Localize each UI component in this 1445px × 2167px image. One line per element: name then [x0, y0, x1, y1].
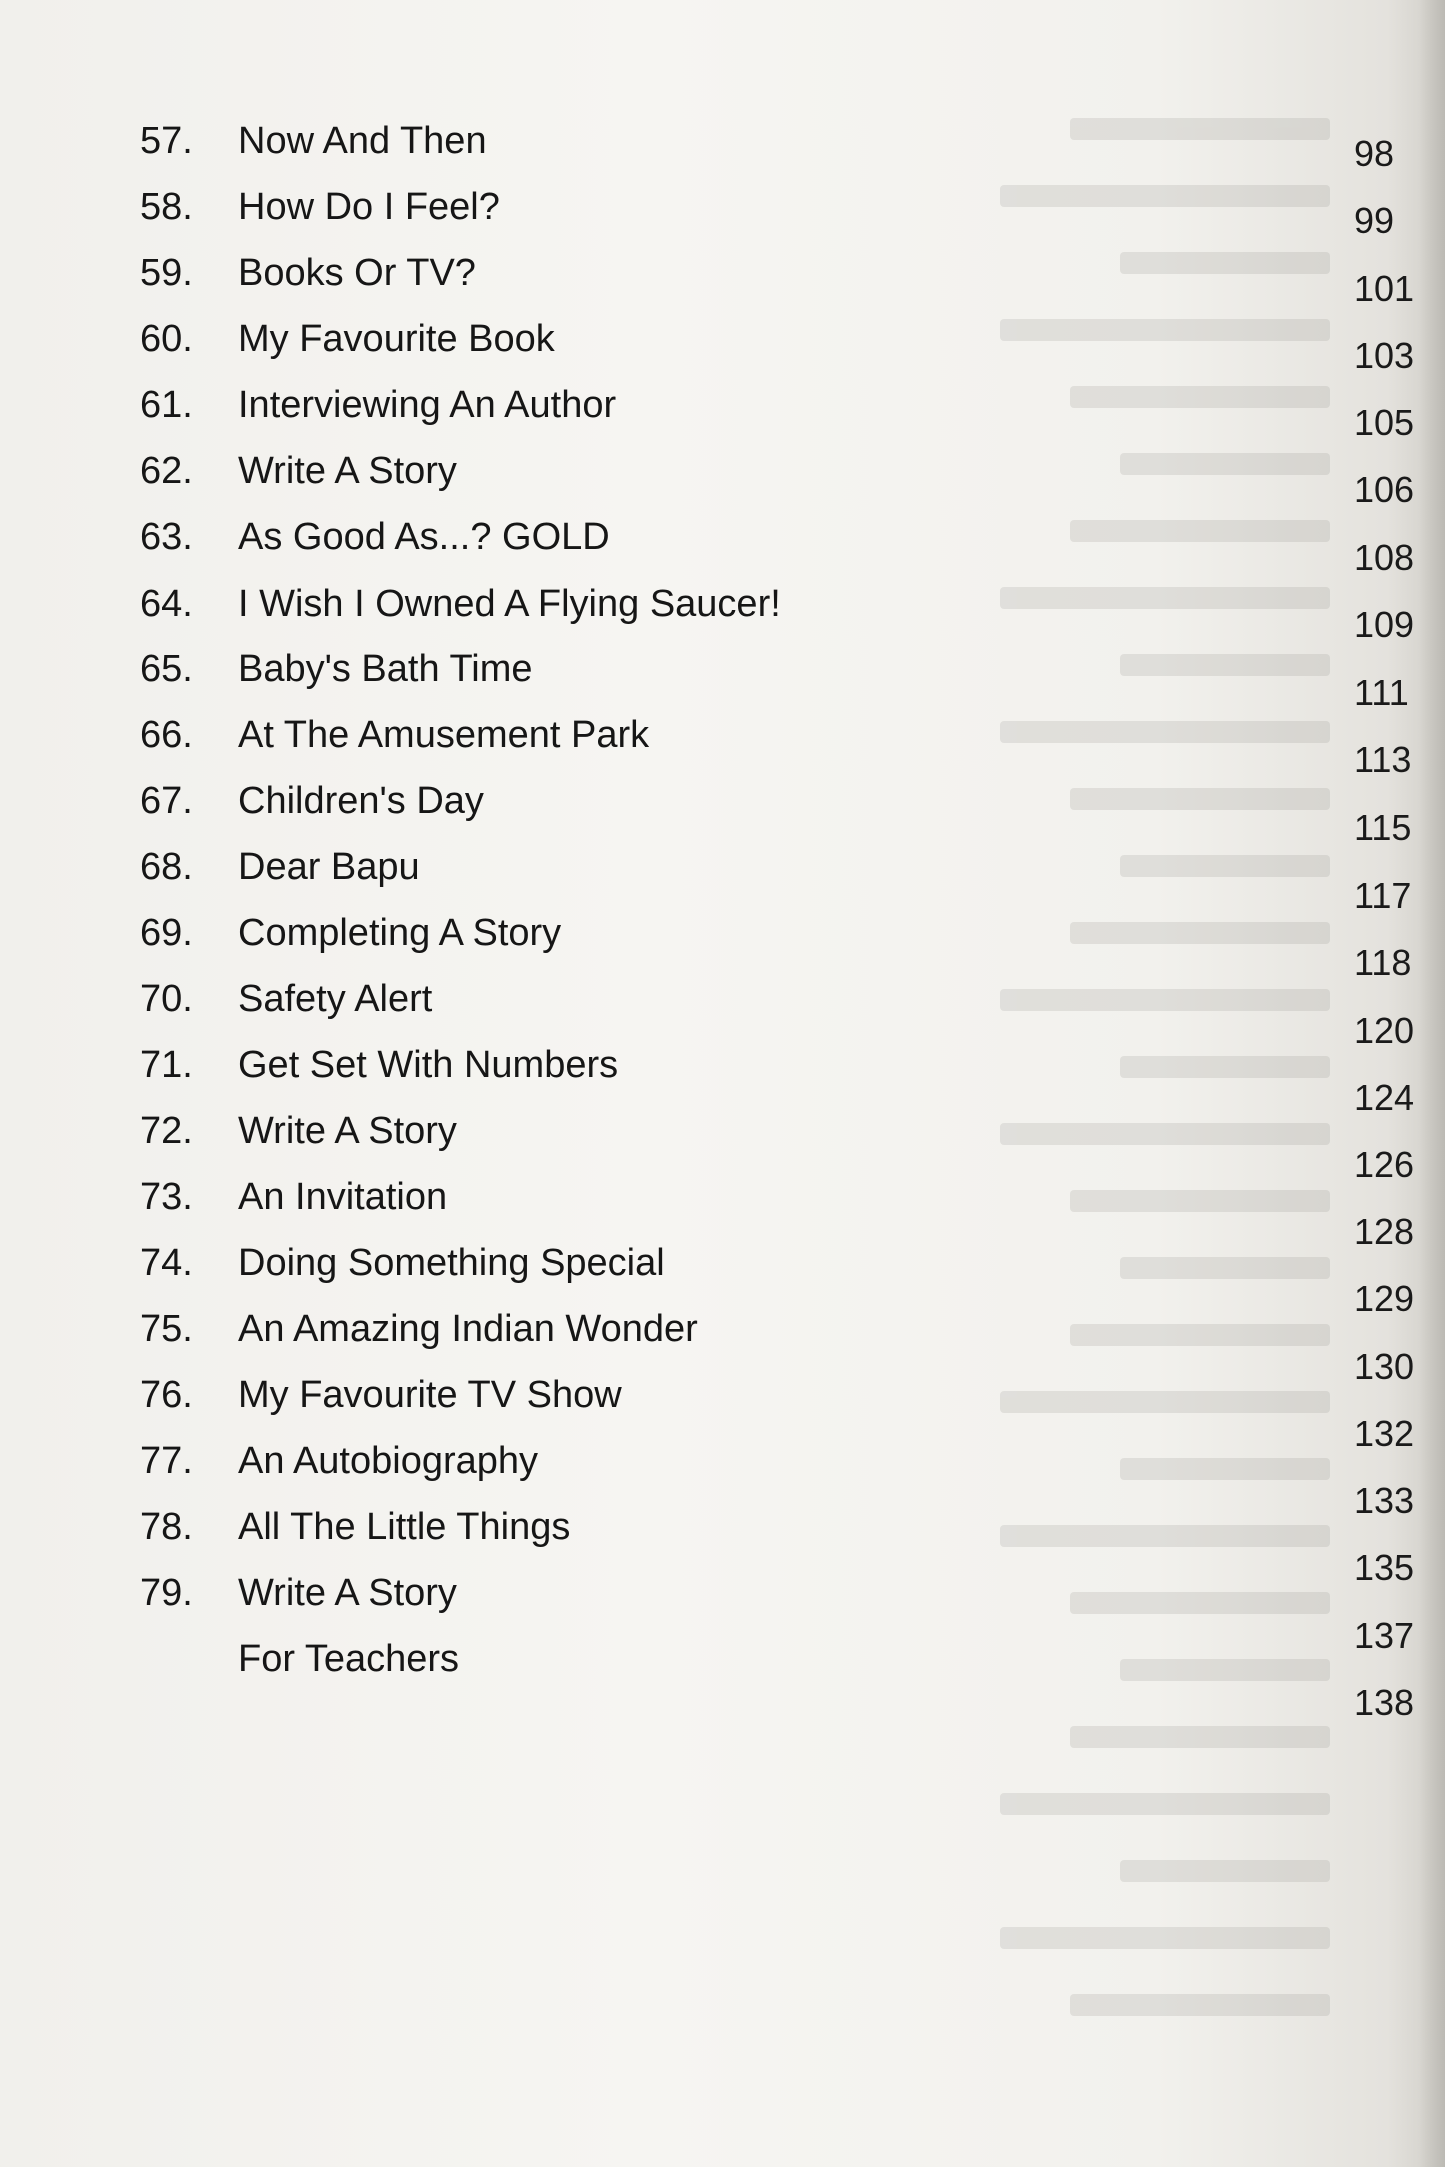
entry-number: 67. — [140, 780, 193, 822]
entry-number: 68. — [140, 846, 193, 888]
entry-number: 63. — [140, 516, 193, 558]
entry-title: Write A Story — [238, 1110, 457, 1152]
page-number: 135 — [1354, 1547, 1415, 1588]
entry-title: Dear Bapu — [238, 846, 420, 888]
entry-number: 59. — [140, 252, 193, 294]
page-number: 113 — [1354, 739, 1412, 780]
page-number: 105 — [1354, 402, 1415, 443]
page-number: 132 — [1354, 1413, 1415, 1454]
entry-number: 66. — [140, 714, 193, 756]
entry-number: 73. — [140, 1176, 193, 1218]
entry-number: 65. — [140, 648, 193, 690]
entry-title: Safety Alert — [238, 978, 433, 1020]
entry-number: 76. — [140, 1374, 193, 1416]
entry-title: Write A Story — [238, 450, 457, 492]
entry-title: Children's Day — [238, 780, 484, 822]
page-number: 128 — [1354, 1211, 1415, 1252]
entry-number: 69. — [140, 912, 193, 954]
entry-title: At The Amusement Park — [238, 714, 650, 756]
entry-number: 74. — [140, 1242, 193, 1284]
entry-title: How Do I Feel? — [238, 186, 500, 228]
entry-title: An Amazing Indian Wonder — [238, 1308, 698, 1350]
page-number: 129 — [1354, 1278, 1415, 1319]
entry-title: All The Little Things — [238, 1506, 571, 1548]
page-number: 117 — [1354, 875, 1412, 916]
entry-number: 58. — [140, 186, 193, 228]
entry-number: 60. — [140, 318, 193, 360]
entry-number: 79. — [140, 1572, 193, 1614]
entry-title: My Favourite Book — [238, 318, 555, 360]
entry-number: 62. — [140, 450, 193, 492]
entry-title: As Good As...? GOLD — [238, 516, 610, 558]
page-number: 118 — [1354, 942, 1412, 983]
page-number: 108 — [1354, 537, 1415, 578]
page-number: 120 — [1354, 1010, 1415, 1051]
entry-title: Get Set With Numbers — [238, 1044, 619, 1086]
entry-number: 72. — [140, 1110, 193, 1152]
entry-number: 61. — [140, 384, 193, 426]
page-number: 138 — [1354, 1682, 1415, 1723]
page-number: 115 — [1354, 807, 1412, 848]
page-number: 98 — [1354, 133, 1395, 174]
bleed-through-text — [880, 100, 1350, 2050]
entry-title: An Autobiography — [238, 1440, 539, 1482]
entry-title: An Invitation — [238, 1176, 448, 1218]
page-number: 106 — [1354, 469, 1415, 510]
page-number: 137 — [1354, 1615, 1415, 1656]
page-number: 103 — [1354, 335, 1415, 376]
entry-title: For Teachers — [238, 1638, 460, 1680]
entry-number: 70. — [140, 978, 193, 1020]
entry-title: My Favourite TV Show — [238, 1374, 622, 1416]
entry-title: Now And Then — [238, 120, 487, 162]
entry-title: Completing A Story — [238, 912, 562, 954]
page-number: 101 — [1354, 268, 1415, 309]
entry-title: I Wish I Owned A Flying Saucer! — [238, 583, 781, 625]
page-number: 99 — [1354, 200, 1395, 241]
page-edge-shadow — [1419, 0, 1445, 2167]
entry-number: 71. — [140, 1044, 193, 1086]
page-number: 109 — [1354, 604, 1415, 645]
entry-number: 75. — [140, 1308, 193, 1350]
entry-title: Baby's Bath Time — [238, 648, 533, 690]
page-number: 111 — [1354, 672, 1409, 713]
page-number: 124 — [1354, 1077, 1415, 1118]
entry-number: 57. — [140, 120, 193, 162]
entry-title: Doing Something Special — [238, 1242, 665, 1284]
page-number: 130 — [1354, 1346, 1415, 1387]
entry-title: Write A Story — [238, 1572, 457, 1614]
page-number: 126 — [1354, 1144, 1415, 1185]
entry-number: 77. — [140, 1440, 193, 1482]
entry-number: 78. — [140, 1506, 193, 1548]
entry-number: 64. — [140, 583, 193, 625]
entry-title: Books Or TV? — [238, 252, 476, 294]
entry-title: Interviewing An Author — [238, 384, 617, 426]
page-number: 133 — [1354, 1480, 1415, 1521]
